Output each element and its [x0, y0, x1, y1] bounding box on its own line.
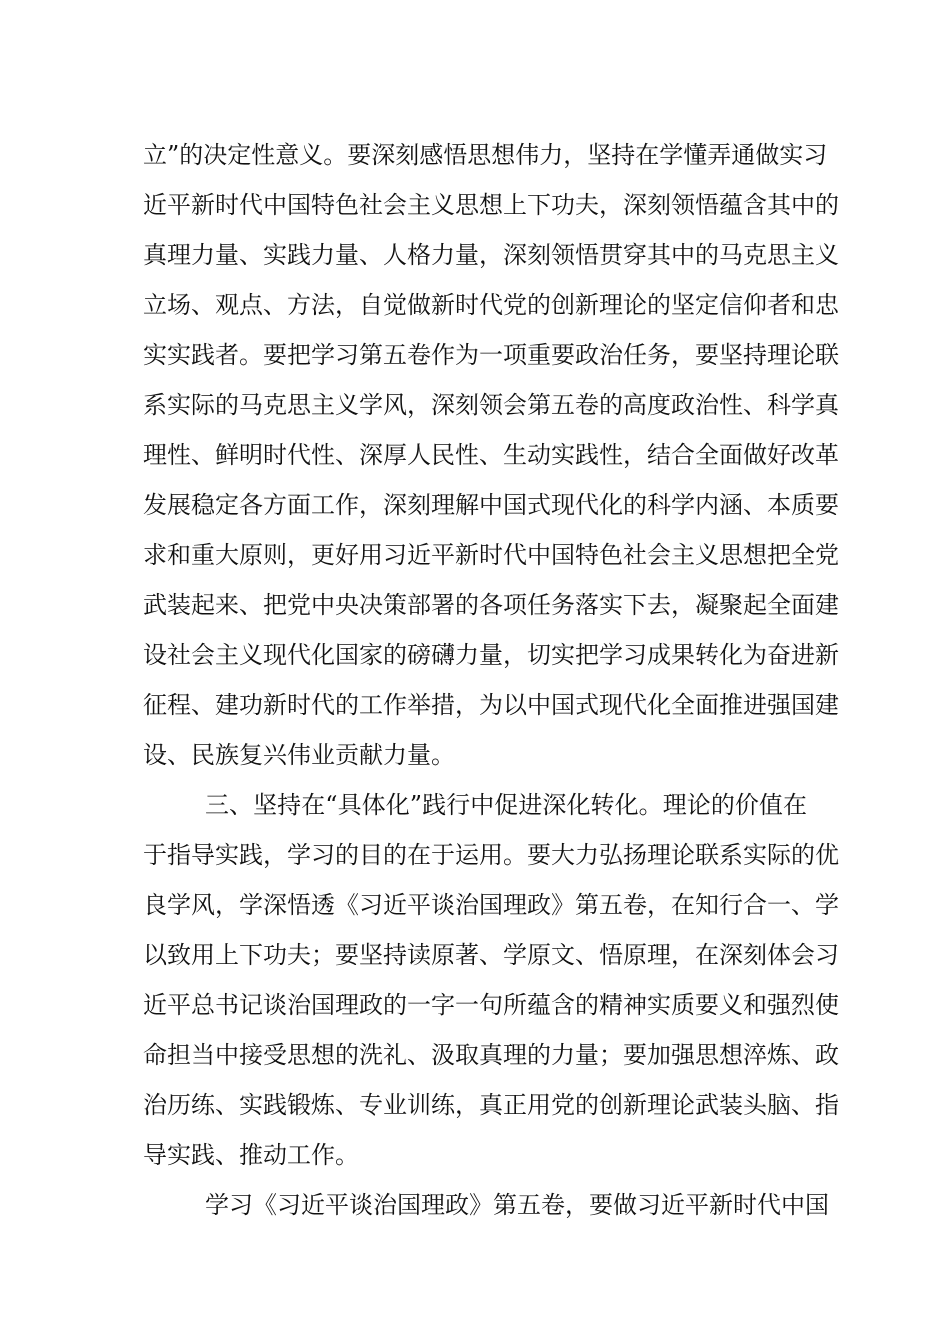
document-page — [143, 130, 839, 1230]
text-line: 良学风，学深悟透《习近平谈治国理政》第五卷，在知行合一、学 — [143, 891, 839, 919]
section-heading-line: 三、坚持在“具体化”践行中促进深化转化。理论的价值在 — [205, 791, 807, 819]
text-line: 立”的决定性意义。要深刻感悟思想伟力，坚持在学懂弄通做实习 — [143, 141, 828, 169]
text-line: 理性、鲜明时代性、深厚人民性、生动实践性，结合全面做好改革 — [143, 441, 839, 469]
text-line: 以致用上下功夫；要坚持读原著、学原文、悟原理，在深刻体会习 — [143, 941, 839, 969]
text-line: 系实际的马克思主义学风，深刻领会第五卷的高度政治性、科学真 — [143, 391, 839, 419]
text-line: 于指导实践，学习的目的在于运用。要大力弘扬理论联系实际的优 — [143, 841, 839, 869]
text-line: 立场、观点、方法，自觉做新时代党的创新理论的坚定信仰者和忠 — [143, 291, 839, 319]
text-line: 发展稳定各方面工作，深刻理解中国式现代化的科学内涵、本质要 — [143, 491, 839, 519]
text-line: 治历练、实践锻炼、专业训练，真正用党的创新理论武装头脑、指 — [143, 1091, 839, 1119]
text-line: 征程、建功新时代的工作举措，为以中国式现代化全面推进强国建 — [143, 691, 839, 719]
paragraph-closing — [143, 1180, 829, 1230]
text-line: 真理力量、实践力量、人格力量，深刻领悟贯穿其中的马克思主义 — [143, 241, 839, 269]
text-line: 求和重大原则，更好用习近平新时代中国特色社会主义思想把全党 — [143, 541, 839, 569]
paragraph-section-three — [143, 780, 839, 1180]
text-line: 导实践、推动工作。 — [143, 1141, 359, 1169]
paragraph-continuation — [143, 130, 839, 780]
text-line: 近平新时代中国特色社会主义思想上下功夫，深刻领悟蕴含其中的 — [143, 191, 839, 219]
text-line: 实实践者。要把学习第五卷作为一项重要政治任务，要坚持理论联 — [143, 341, 839, 369]
text-line: 武装起来、把党中央决策部署的各项任务落实下去，凝聚起全面建 — [143, 591, 839, 619]
text-line: 命担当中接受思想的洗礼、汲取真理的力量；要加强思想淬炼、政 — [143, 1041, 839, 1069]
text-line: 设社会主义现代化国家的磅礴力量，切实把学习成果转化为奋进新 — [143, 641, 839, 669]
text-line: 设、民族复兴伟业贡献力量。 — [143, 741, 455, 769]
text-line: 学习《习近平谈治国理政》第五卷，要做习近平新时代中国 — [205, 1191, 829, 1219]
text-line: 近平总书记谈治国理政的一字一句所蕴含的精神实质要义和强烈使 — [143, 991, 839, 1019]
